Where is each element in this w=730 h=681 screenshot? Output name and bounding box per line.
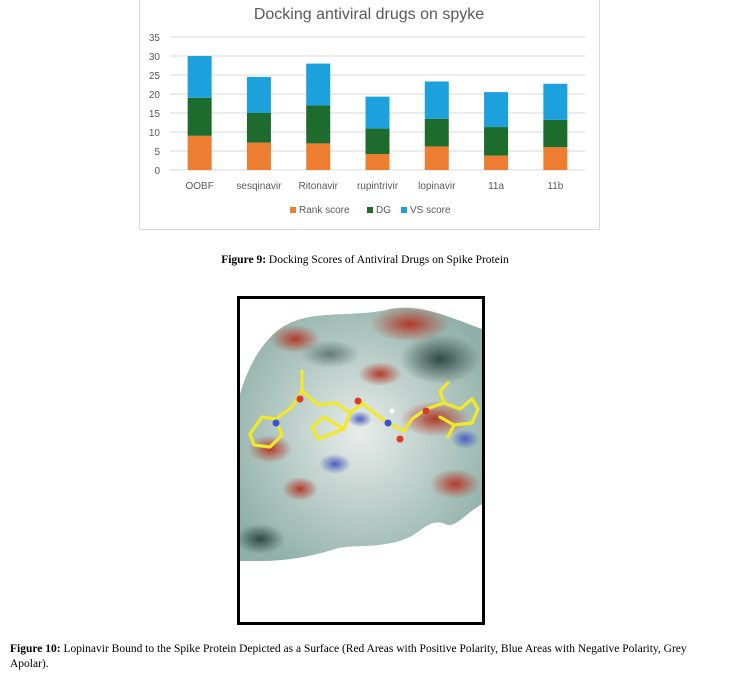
legend-label: VS score (410, 205, 451, 216)
bar-dg (484, 127, 508, 156)
bar-dg (543, 120, 567, 147)
bar-vs-score (484, 92, 508, 127)
bar-rank-score (425, 146, 449, 170)
chart-title: Docking antiviral drugs on spyke (253, 6, 485, 23)
bar-dg (247, 113, 271, 143)
y-tick-label: 0 (154, 166, 160, 177)
legend-swatch (401, 207, 407, 213)
x-tick-label: sesqinavir (236, 181, 282, 192)
bar-dg (306, 105, 330, 143)
x-tick-label: Ritonavir (298, 181, 338, 192)
bar-dg (188, 98, 212, 136)
x-tick-label: 11b (547, 181, 564, 192)
y-tick-label: 15 (148, 109, 160, 120)
bar-vs-score (366, 97, 390, 129)
chart-legend (290, 205, 451, 216)
figure-9-label: Figure 9: (221, 254, 267, 266)
x-tick-label: OOBF (185, 181, 214, 192)
figure-9-chart (139, 0, 600, 230)
bar-vs-score (425, 81, 449, 118)
bar-vs-score (306, 64, 330, 106)
figure-9-caption-text: Docking Scores of Antiviral Drugs on Spike Protein (266, 254, 509, 266)
legend-label: Rank score (299, 205, 350, 216)
protein-surface-render (240, 299, 482, 622)
legend-label: DG (376, 205, 391, 216)
legend-swatch (367, 207, 373, 213)
x-tick-label: lopinavir (418, 181, 456, 192)
y-axis-ticks (149, 33, 161, 177)
bar-dg (425, 119, 449, 147)
y-tick-label: 20 (148, 90, 160, 101)
y-tick-label: 35 (148, 33, 160, 44)
x-axis-ticks (185, 181, 563, 192)
x-tick-label: 11a (488, 181, 505, 192)
bar-vs-score (247, 77, 271, 113)
y-tick-label: 5 (154, 147, 160, 158)
bar-vs-score (543, 84, 567, 120)
bar-vs-score (188, 56, 212, 98)
x-tick-label: rupintrivir (356, 181, 399, 192)
bar-rank-score (306, 143, 330, 170)
bar-rank-score (543, 147, 567, 170)
y-tick-label: 30 (148, 52, 160, 63)
figure-10-caption-text: Lopinavir Bound to the Spike Protein Depicted as a Surface (Red Areas with Positive Polarity, Blue Areas with Negative Polarity, Grey Apolar). (10, 643, 687, 670)
figure-9-caption (0, 254, 730, 266)
figure-10-caption (10, 642, 722, 672)
figure-10-molecular-surface-image (237, 296, 485, 625)
bar-rank-score (366, 154, 390, 170)
y-tick-label: 10 (148, 128, 160, 139)
bar-rank-score (247, 143, 271, 170)
bar-rank-score (484, 156, 508, 170)
y-tick-label: 25 (148, 71, 160, 82)
legend-swatch (290, 207, 296, 213)
bar-dg (366, 129, 390, 154)
docking-stacked-bar-chart (140, 0, 599, 229)
bar-rank-score (188, 136, 212, 170)
figure-10-label: Figure 10: (10, 643, 61, 655)
